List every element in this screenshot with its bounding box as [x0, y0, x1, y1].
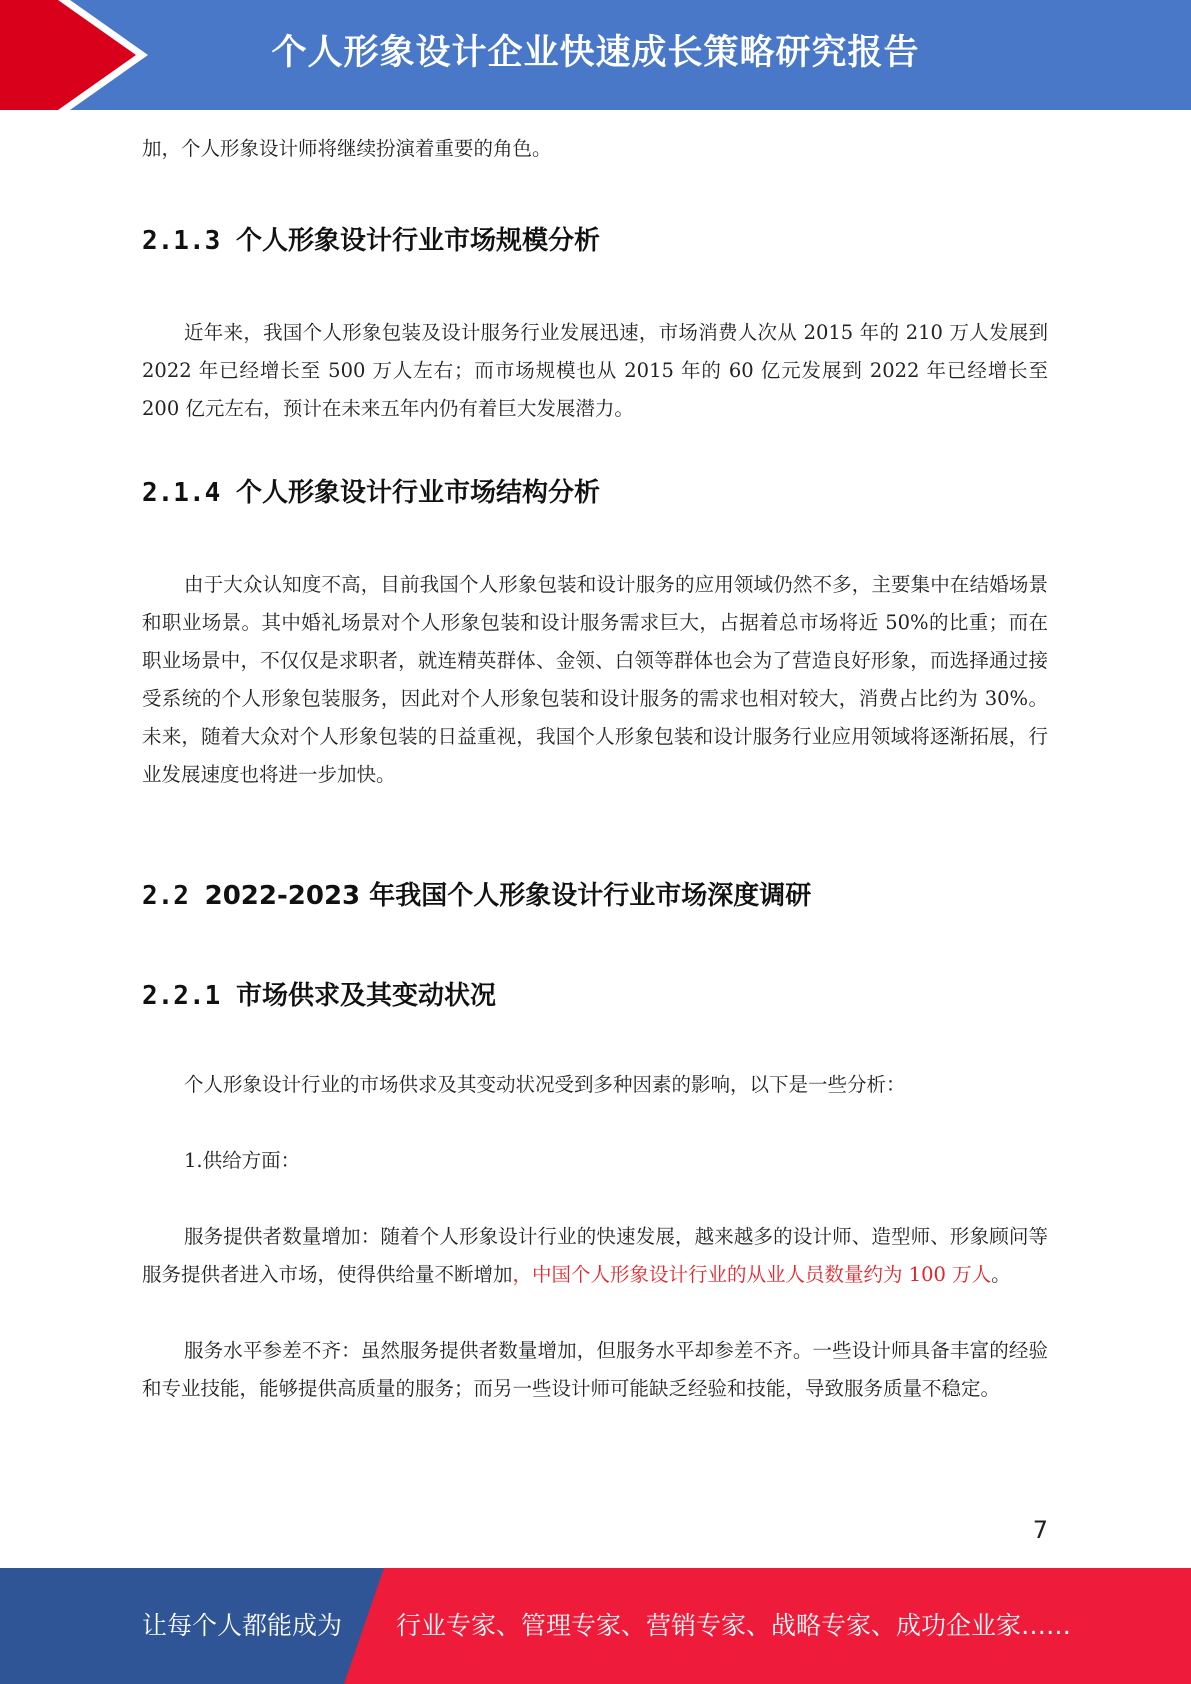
supply-text-end: 。	[991, 1263, 1011, 1286]
heading-number: 2.1.3	[142, 226, 221, 256]
heading-2-1-4	[142, 473, 1048, 513]
heading-number: 2.2	[142, 881, 189, 911]
service-quality-paragraph: 服务水平参差不齐：虽然服务提供者数量增加，但服务水平却参差不齐。一些设计师具备丰富的经验和专业技能，能够提供高质量的服务；而另一些设计师可能缺乏经验和技能，导致服务质量不稳定。	[142, 1339, 1048, 1400]
document-body	[142, 130, 1048, 1408]
heading-text: 个人形象设计行业市场结构分析	[235, 478, 600, 508]
heading-number: 2.1.4	[142, 478, 221, 508]
header-title: 个人形象设计企业快速成长策略研究报告	[271, 33, 920, 73]
heading-text: 个人形象设计行业市场规模分析	[235, 226, 600, 256]
market-structure-paragraph: 由于大众认知度不高，目前我国个人形象包装和设计服务的应用领域仍然不多，主要集中在结婚场景和职业场景。其中婚礼场景对个人形象包装和设计服务需求巨大，占据着总市场将近 50%的比重；而在职业场景中，不仅仅是求职者，就连精英群体、金领、白领等群体也会为了营造良好形象，而选择通过接受系统的个人形象包装服务，因此对个人形象包装和设计服务的需求也相对较大，消费占比约为 30%。未来，随着大众对个人形象包装的日益重视，我国个人形象包装和设计服务行业应用领域将逐渐拓展，行业发展速度也将进一步加快。	[142, 573, 1048, 786]
page-number: 7	[1032, 1516, 1048, 1544]
header-banner	[0, 0, 1191, 110]
heading-2-2	[142, 876, 1048, 916]
heading-2-1-3	[142, 221, 1048, 261]
market-size-paragraph: 近年来，我国个人形象包装及设计服务行业发展迅速，市场消费人次从 2015 年的 210 万人发展到 2022 年已经增长至 500 万人左右；而市场规模也从 2015 年的 60 亿元发展到 2022 年已经增长至 200 亿元左右，预计在未来五年内仍有着巨大发展潜力。	[142, 321, 1048, 420]
highlight-practitioners: ，中国个人形象设计行业的从业人员数量约为 100 万人	[512, 1263, 992, 1286]
footer-banner	[0, 1568, 1191, 1684]
heading-text: 2022-2023 年我国个人形象设计行业市场深度调研	[204, 881, 812, 911]
footer-slogan-left: 让每个人都能成为	[142, 1611, 343, 1640]
list-item-supply: 1.供给方面：	[184, 1149, 301, 1172]
supply-demand-intro-paragraph: 个人形象设计行业的市场供求及其变动状况受到多种因素的影响，以下是一些分析：	[184, 1073, 906, 1096]
heading-text: 市场供求及其变动状况	[235, 981, 496, 1011]
supply-increase-paragraph	[142, 1218, 1048, 1294]
heading-number: 2.2.1	[142, 981, 221, 1011]
intro-tail-paragraph: 加，个人形象设计师将继续扮演着重要的角色。	[142, 137, 552, 160]
footer-slogan-right: 行业专家、管理专家、营销专家、战略专家、成功企业家……	[396, 1611, 1072, 1640]
heading-2-2-1	[142, 976, 1048, 1016]
supply-text: 服务提供者数量增加：随着个人形象设计行业的快速发展，越来越多的设计师、造型师、形象顾问等服务提供者进入市场，使得供给量不断增加	[142, 1225, 1048, 1286]
